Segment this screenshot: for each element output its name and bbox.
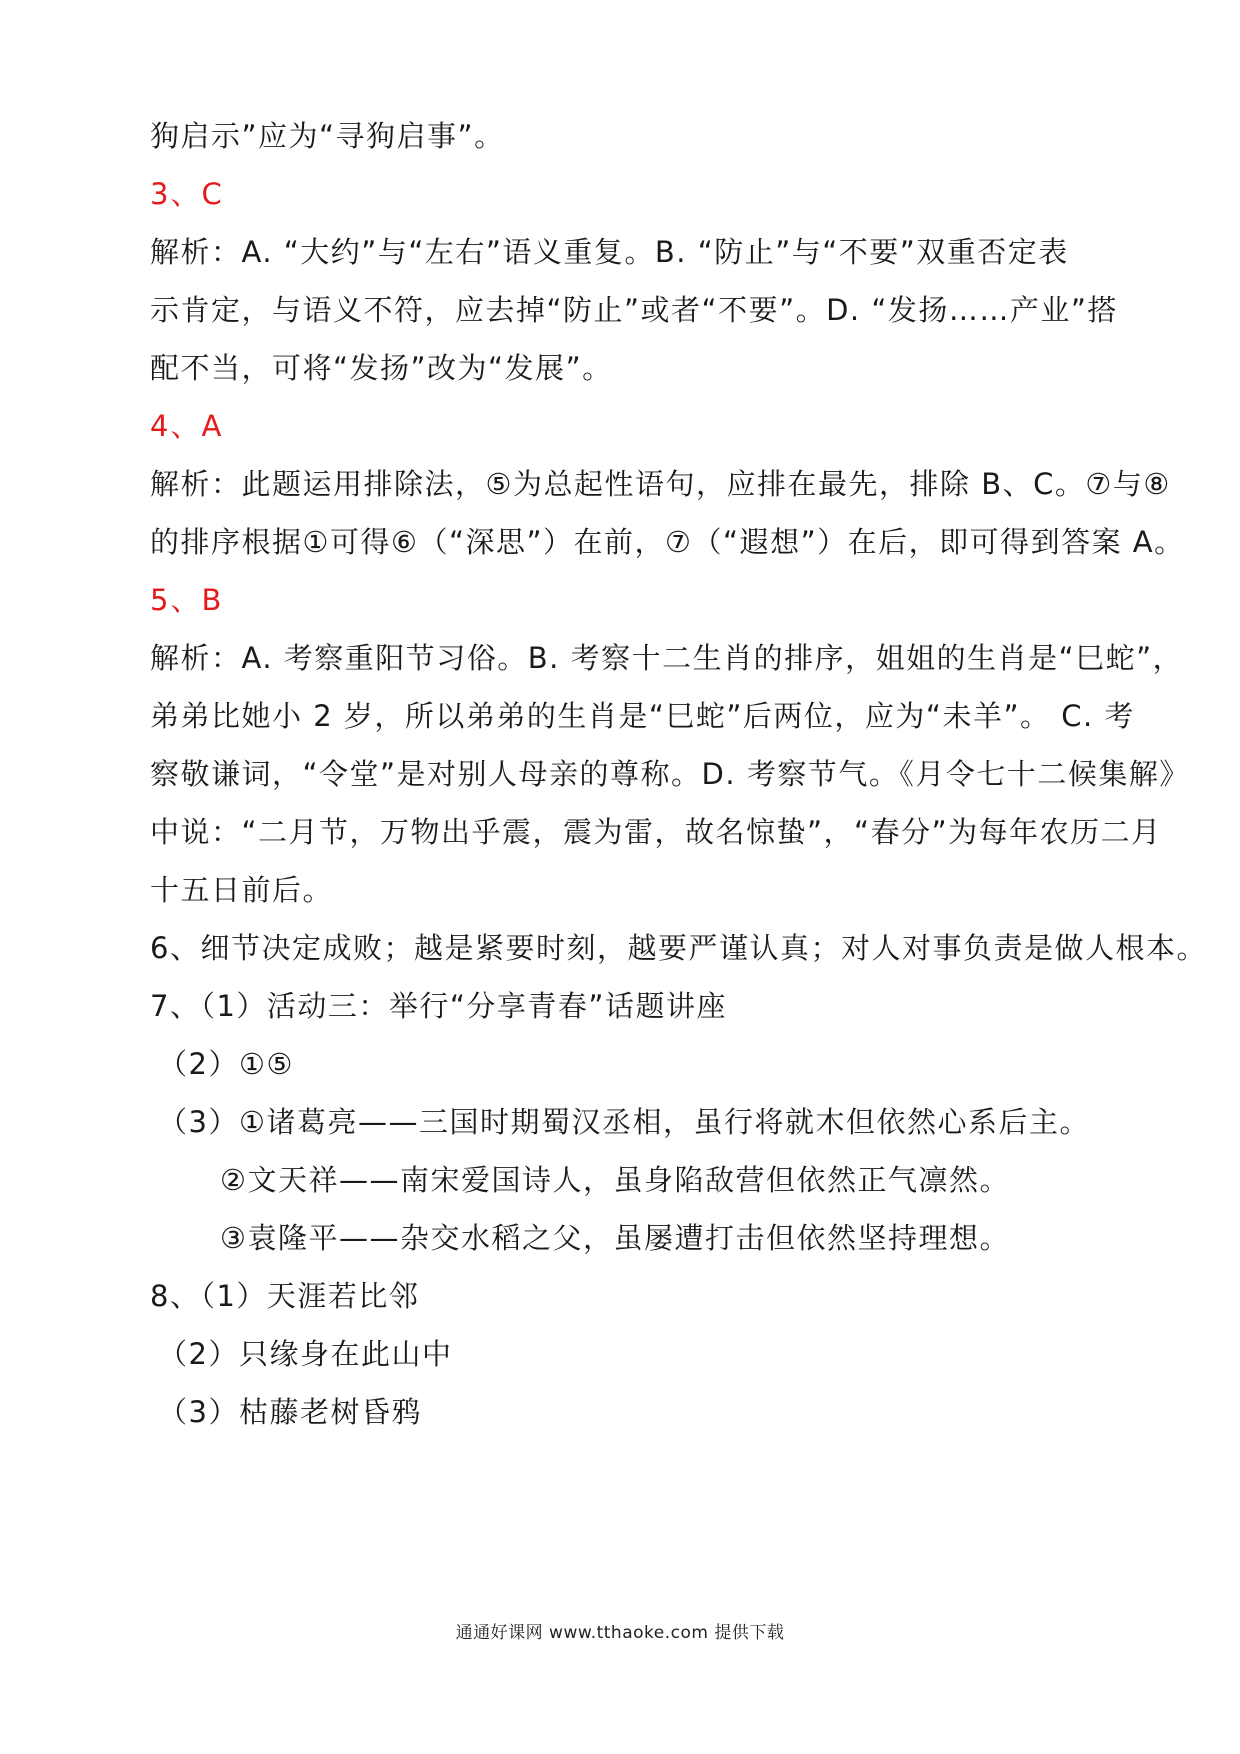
text-line: 示肯定，与语义不符，应去掉“防止”或者“不要”。D. “发扬……产业”搭	[150, 293, 1118, 327]
text-line: 弟弟比她小 2 岁，所以弟弟的生肖是“巳蛇”后两位，应为“未羊”。 C. 考	[150, 699, 1135, 733]
text-line: 十五日前后。	[150, 873, 334, 907]
text-line: 解析：此题运用排除法，⑤为总起性语句，应排在最先，排除 B、C。⑦与⑧	[150, 467, 1171, 501]
text-line: 的排序根据①可得⑥（“深思”）在前，⑦（“遐想”）在后，即可得到答案 A。	[150, 525, 1185, 559]
text-line: 解析：A. 考察重阳节习俗。B. 考察十二生肖的排序，姐姐的生肖是“巳蛇”，	[150, 641, 1184, 675]
text-line: （2）只缘身在此山中	[158, 1337, 453, 1371]
text-line: 6、细节决定成败；越是紧要时刻，越要严谨认真；对人对事负责是做人根本。	[150, 931, 1207, 965]
text-line: ③袁隆平——杂交水稻之父，虽屡遭打击但依然坚持理想。	[220, 1221, 1010, 1255]
page-footer: 通通好课网 www.tthaoke.com 提供下载	[455, 1623, 785, 1643]
text-line: 7、（1）活动三：举行“分享青春”话题讲座	[150, 989, 727, 1023]
text-line: （2）①⑤	[158, 1047, 294, 1081]
text-line: ②文天祥——南宋爱国诗人，虽身陷敌营但依然正气凛然。	[220, 1163, 1010, 1197]
text-line: 狗启示”应为“寻狗启事”。	[150, 119, 505, 153]
text-line: 中说：“二月节，万物出乎震，震为雷，故名惊蛰”，“春分”为每年农历二月	[150, 815, 1162, 849]
text-line: 8、（1）天涯若比邻	[150, 1279, 420, 1313]
answer-heading-4: 4、A	[150, 409, 224, 443]
answer-heading-5: 5、B	[150, 583, 224, 617]
text-line: 配不当，可将“发扬”改为“发展”。	[150, 351, 613, 385]
answer-heading-3: 3、C	[150, 177, 224, 211]
text-line: （3）①诸葛亮——三国时期蜀汉丞相，虽行将就木但依然心系后主。	[158, 1105, 1090, 1139]
text-line: 解析：A. “大约”与“左右”语义重复。B. “防止”与“不要”双重否定表	[150, 235, 1069, 269]
text-line: 察敬谦词，“令堂”是对别人母亲的尊称。D. 考察节气。《月令七十二候集解》	[150, 757, 1190, 791]
text-line: （3）枯藤老树昏鸦	[158, 1395, 422, 1429]
